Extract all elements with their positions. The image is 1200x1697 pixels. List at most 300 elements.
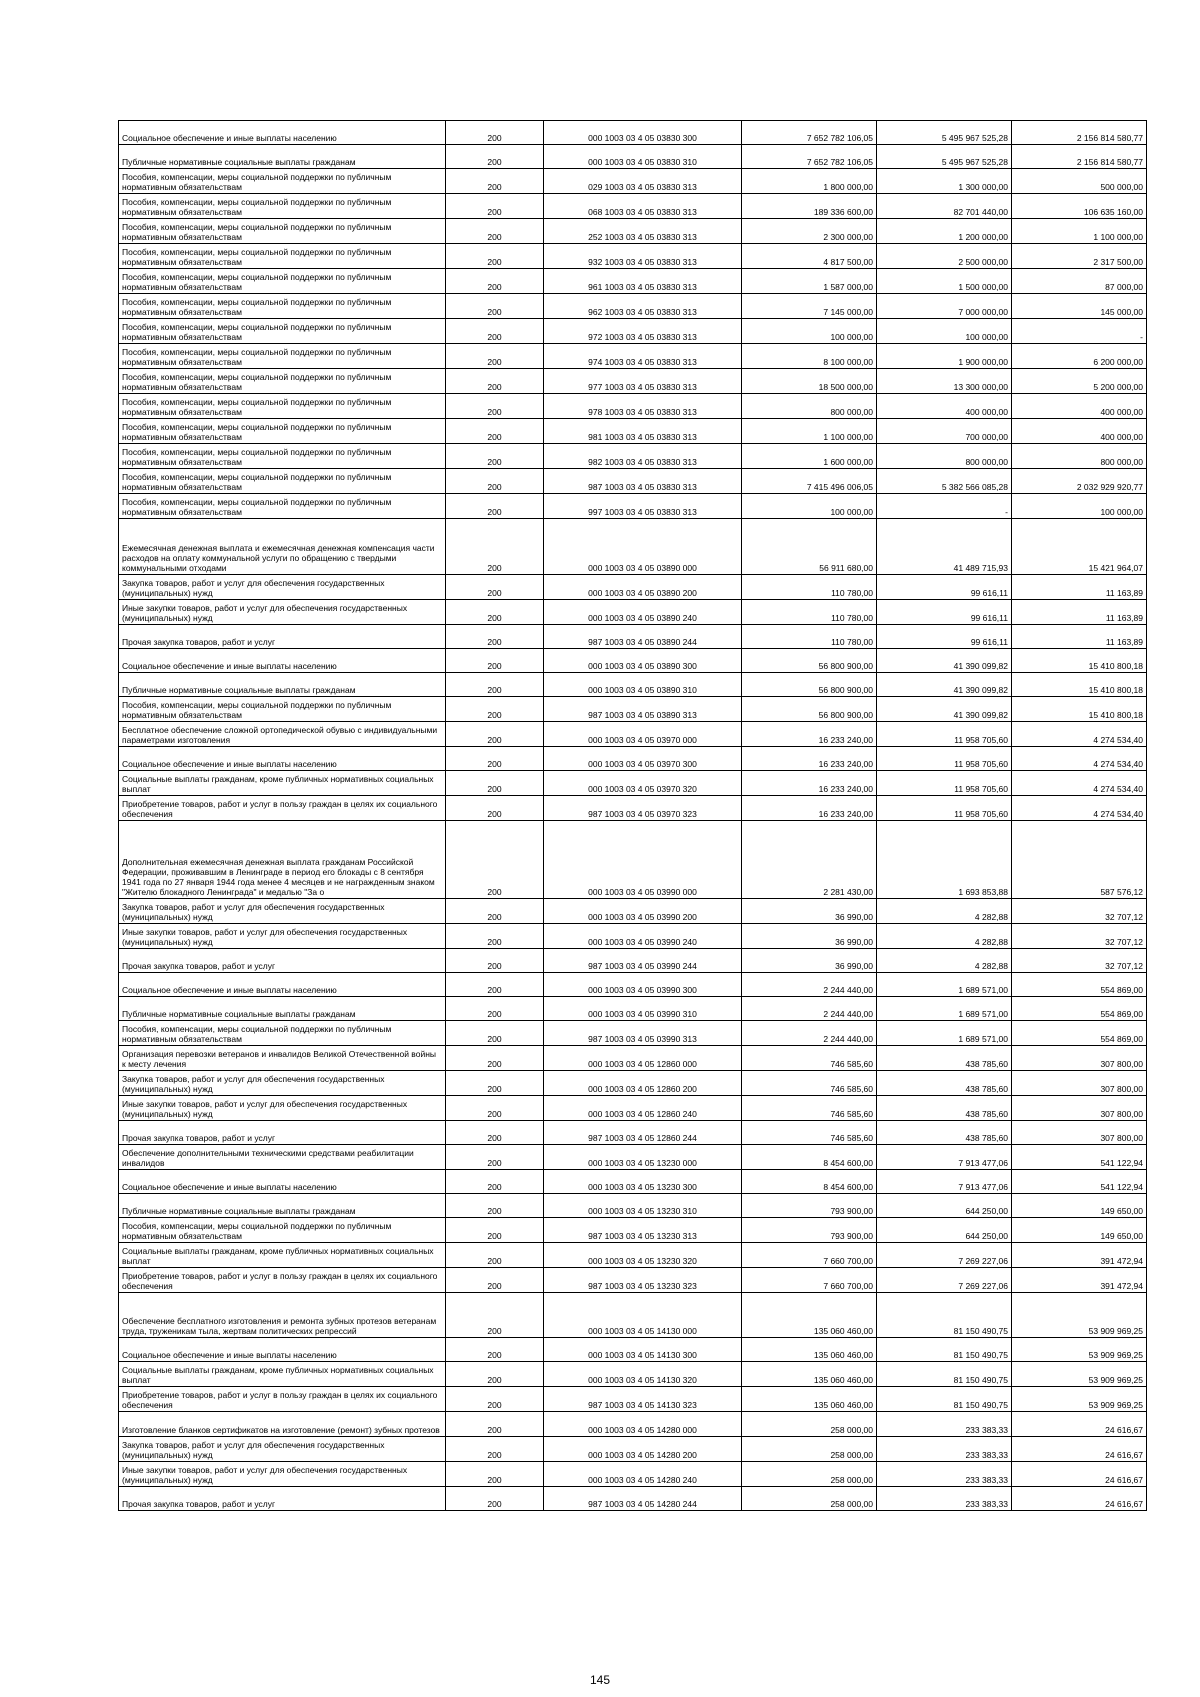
row-unexecuted-amount: 5 200 000,00	[1012, 369, 1147, 394]
row-line-code: 200	[446, 1268, 544, 1293]
row-executed-amount: 438 785,60	[877, 1046, 1012, 1071]
row-budget-code: 000 1003 03 4 05 03830 310	[544, 145, 742, 169]
row-budget-code: 981 1003 03 4 05 03830 313	[544, 419, 742, 444]
row-line-code: 200	[446, 747, 544, 771]
row-line-code: 200	[446, 169, 544, 194]
row-line-code: 200	[446, 419, 544, 444]
row-line-code: 200	[446, 1437, 544, 1462]
row-name: Пособия, компенсации, меры социальной поддержки по публичным нормативным обязательствам	[119, 1218, 446, 1243]
table-row	[119, 649, 1147, 673]
row-name: Пособия, компенсации, меры социальной поддержки по публичным нормативным обязательствам	[119, 194, 446, 219]
row-line-code: 200	[446, 1121, 544, 1145]
table-row	[119, 145, 1147, 169]
row-unexecuted-amount: 554 869,00	[1012, 973, 1147, 997]
table-row	[119, 771, 1147, 796]
row-name: Пособия, компенсации, меры социальной поддержки по публичным нормативным обязательствам	[119, 1021, 446, 1046]
row-budget-code: 987 1003 03 4 05 13230 313	[544, 1218, 742, 1243]
row-budget-code: 000 1003 03 4 05 03990 200	[544, 899, 742, 924]
row-budget-code: 972 1003 03 4 05 03830 313	[544, 319, 742, 344]
row-budget-code: 962 1003 03 4 05 03830 313	[544, 294, 742, 319]
table-row	[119, 1145, 1147, 1170]
row-executed-amount: 400 000,00	[877, 394, 1012, 419]
row-approved-amount: 258 000,00	[742, 1437, 877, 1462]
row-name: Приобретение товаров, работ и услуг в пользу граждан в целях их социального обеспечения	[119, 796, 446, 821]
row-unexecuted-amount: 1 100 000,00	[1012, 219, 1147, 244]
row-budget-code: 000 1003 03 4 05 14130 320	[544, 1362, 742, 1387]
row-name: Социальное обеспечение и иные выплаты населению	[119, 1170, 446, 1194]
row-unexecuted-amount: 15 410 800,18	[1012, 649, 1147, 673]
row-executed-amount: 11 958 705,60	[877, 771, 1012, 796]
row-approved-amount: 56 800 900,00	[742, 649, 877, 673]
row-approved-amount: 7 415 496 006,05	[742, 469, 877, 494]
row-unexecuted-amount: 400 000,00	[1012, 419, 1147, 444]
row-approved-amount: 746 585,60	[742, 1071, 877, 1096]
row-executed-amount: 5 495 967 525,28	[877, 121, 1012, 145]
row-executed-amount: 800 000,00	[877, 444, 1012, 469]
row-budget-code: 000 1003 03 4 05 13230 300	[544, 1170, 742, 1194]
row-unexecuted-amount: 500 000,00	[1012, 169, 1147, 194]
row-budget-code: 000 1003 03 4 05 03990 000	[544, 821, 742, 899]
table-row	[119, 294, 1147, 319]
row-budget-code: 000 1003 03 4 05 13230 320	[544, 1243, 742, 1268]
row-unexecuted-amount: 53 909 969,25	[1012, 1293, 1147, 1338]
row-name: Иные закупки товаров, работ и услуг для обеспечения государственных (муниципальных) нужд	[119, 924, 446, 949]
row-name: Закупка товаров, работ и услуг для обеспечения государственных (муниципальных) нужд	[119, 899, 446, 924]
row-unexecuted-amount: 53 909 969,25	[1012, 1387, 1147, 1412]
row-unexecuted-amount: 32 707,12	[1012, 949, 1147, 973]
row-line-code: 200	[446, 1362, 544, 1387]
row-budget-code: 987 1003 03 4 05 03990 313	[544, 1021, 742, 1046]
row-line-code: 200	[446, 899, 544, 924]
row-budget-code: 000 1003 03 4 05 03890 240	[544, 600, 742, 625]
row-name: Пособия, компенсации, меры социальной поддержки по публичным нормативным обязательствам	[119, 344, 446, 369]
row-unexecuted-amount: 24 616,67	[1012, 1412, 1147, 1437]
row-budget-code: 987 1003 03 4 05 03990 244	[544, 949, 742, 973]
row-name: Социальное обеспечение и иные выплаты населению	[119, 649, 446, 673]
row-line-code: 200	[446, 1462, 544, 1487]
row-budget-code: 000 1003 03 4 05 03890 310	[544, 673, 742, 697]
row-budget-code: 000 1003 03 4 05 03970 000	[544, 722, 742, 747]
row-budget-code: 000 1003 03 4 05 12860 000	[544, 1046, 742, 1071]
table-row	[119, 625, 1147, 649]
row-unexecuted-amount: 2 032 929 920,77	[1012, 469, 1147, 494]
row-approved-amount: 16 233 240,00	[742, 771, 877, 796]
row-executed-amount: 7 913 477,06	[877, 1145, 1012, 1170]
table-row	[119, 419, 1147, 444]
row-name: Изготовление бланков сертификатов на изготовление (ремонт) зубных протезов	[119, 1412, 446, 1437]
row-approved-amount: 110 780,00	[742, 625, 877, 649]
row-executed-amount: 438 785,60	[877, 1071, 1012, 1096]
row-name: Прочая закупка товаров, работ и услуг	[119, 625, 446, 649]
row-executed-amount: 82 701 440,00	[877, 194, 1012, 219]
row-executed-amount: 2 500 000,00	[877, 244, 1012, 269]
row-executed-amount: 99 616,11	[877, 625, 1012, 649]
row-budget-code: 987 1003 03 4 05 13230 323	[544, 1268, 742, 1293]
row-name: Бесплатное обеспечение сложной ортопедической обувью с индивидуальными параметрами изготовления	[119, 722, 446, 747]
row-unexecuted-amount: 11 163,89	[1012, 600, 1147, 625]
row-unexecuted-amount: 53 909 969,25	[1012, 1362, 1147, 1387]
row-executed-amount: 41 489 715,93	[877, 519, 1012, 575]
row-name: Пособия, компенсации, меры социальной поддержки по публичным нормативным обязательствам	[119, 369, 446, 394]
row-budget-code: 000 1003 03 4 05 03970 300	[544, 747, 742, 771]
row-line-code: 200	[446, 771, 544, 796]
row-line-code: 200	[446, 1487, 544, 1511]
row-line-code: 200	[446, 244, 544, 269]
row-approved-amount: 258 000,00	[742, 1412, 877, 1437]
row-unexecuted-amount: 15 421 964,07	[1012, 519, 1147, 575]
row-executed-amount: 644 250,00	[877, 1194, 1012, 1218]
table-row	[119, 219, 1147, 244]
row-executed-amount: 438 785,60	[877, 1096, 1012, 1121]
table-row	[119, 1243, 1147, 1268]
table-row	[119, 469, 1147, 494]
row-executed-amount: 41 390 099,82	[877, 697, 1012, 722]
table-row	[119, 494, 1147, 519]
table-row	[119, 1387, 1147, 1412]
row-approved-amount: 36 990,00	[742, 924, 877, 949]
row-unexecuted-amount: 2 317 500,00	[1012, 244, 1147, 269]
row-approved-amount: 8 454 600,00	[742, 1170, 877, 1194]
row-name: Социальное обеспечение и иные выплаты населению	[119, 1338, 446, 1362]
row-line-code: 200	[446, 394, 544, 419]
table-row	[119, 697, 1147, 722]
row-approved-amount: 7 652 782 106,05	[742, 145, 877, 169]
row-unexecuted-amount: 149 650,00	[1012, 1218, 1147, 1243]
row-name: Пособия, компенсации, меры социальной поддержки по публичным нормативным обязательствам	[119, 244, 446, 269]
row-name: Иные закупки товаров, работ и услуг для обеспечения государственных (муниципальных) нужд	[119, 600, 446, 625]
row-executed-amount: 1 689 571,00	[877, 1021, 1012, 1046]
row-budget-code: 000 1003 03 4 05 03990 240	[544, 924, 742, 949]
row-executed-amount: 11 958 705,60	[877, 796, 1012, 821]
row-name: Пособия, компенсации, меры социальной поддержки по публичным нормативным обязательствам	[119, 697, 446, 722]
row-budget-code: 000 1003 03 4 05 12860 240	[544, 1096, 742, 1121]
row-name: Закупка товаров, работ и услуг для обеспечения государственных (муниципальных) нужд	[119, 1437, 446, 1462]
row-approved-amount: 4 817 500,00	[742, 244, 877, 269]
table-row	[119, 169, 1147, 194]
table-row	[119, 1338, 1147, 1362]
row-budget-code: 000 1003 03 4 05 14280 200	[544, 1437, 742, 1462]
page-number: 145	[589, 1673, 611, 1687]
row-executed-amount: 11 958 705,60	[877, 722, 1012, 747]
row-unexecuted-amount: 391 472,94	[1012, 1243, 1147, 1268]
row-approved-amount: 100 000,00	[742, 319, 877, 344]
row-name: Публичные нормативные социальные выплаты гражданам	[119, 145, 446, 169]
row-approved-amount: 258 000,00	[742, 1487, 877, 1511]
table-row	[119, 1462, 1147, 1487]
row-approved-amount: 36 990,00	[742, 899, 877, 924]
row-line-code: 200	[446, 444, 544, 469]
table-row	[119, 1046, 1147, 1071]
row-line-code: 200	[446, 145, 544, 169]
row-approved-amount: 135 060 460,00	[742, 1362, 877, 1387]
row-name: Пособия, компенсации, меры социальной поддержки по публичным нормативным обязательствам	[119, 419, 446, 444]
row-budget-code: 000 1003 03 4 05 14130 000	[544, 1293, 742, 1338]
row-executed-amount: 4 282,88	[877, 924, 1012, 949]
row-name: Публичные нормативные социальные выплаты гражданам	[119, 1194, 446, 1218]
row-budget-code: 961 1003 03 4 05 03830 313	[544, 269, 742, 294]
row-budget-code: 000 1003 03 4 05 03990 300	[544, 973, 742, 997]
table-row	[119, 973, 1147, 997]
row-name: Социальное обеспечение и иные выплаты населению	[119, 121, 446, 145]
row-budget-code: 987 1003 03 4 05 03890 313	[544, 697, 742, 722]
row-executed-amount: 4 282,88	[877, 949, 1012, 973]
table-row	[119, 319, 1147, 344]
row-approved-amount: 7 660 700,00	[742, 1268, 877, 1293]
row-name: Пособия, компенсации, меры социальной поддержки по публичным нормативным обязательствам	[119, 169, 446, 194]
row-approved-amount: 2 244 440,00	[742, 973, 877, 997]
row-executed-amount: 1 689 571,00	[877, 997, 1012, 1021]
row-unexecuted-amount: 541 122,94	[1012, 1170, 1147, 1194]
row-unexecuted-amount: 800 000,00	[1012, 444, 1147, 469]
row-line-code: 200	[446, 821, 544, 899]
row-line-code: 200	[446, 469, 544, 494]
row-approved-amount: 16 233 240,00	[742, 796, 877, 821]
row-name: Обеспечение бесплатного изготовления и ремонта зубных протезов ветеранам труда, труженикам тыла, жертвам политических репрессий	[119, 1293, 446, 1338]
row-budget-code: 000 1003 03 4 05 13230 310	[544, 1194, 742, 1218]
row-name: Иные закупки товаров, работ и услуг для обеспечения государственных (муниципальных) нужд	[119, 1462, 446, 1487]
row-line-code: 200	[446, 1293, 544, 1338]
row-approved-amount: 110 780,00	[742, 575, 877, 600]
row-line-code: 200	[446, 625, 544, 649]
row-executed-amount: 233 383,33	[877, 1412, 1012, 1437]
row-executed-amount: 233 383,33	[877, 1437, 1012, 1462]
row-executed-amount: 99 616,11	[877, 575, 1012, 600]
row-line-code: 200	[446, 1021, 544, 1046]
row-approved-amount: 2 281 430,00	[742, 821, 877, 899]
row-unexecuted-amount: 15 410 800,18	[1012, 673, 1147, 697]
row-budget-code: 000 1003 03 4 05 14280 240	[544, 1462, 742, 1487]
row-executed-amount: 7 000 000,00	[877, 294, 1012, 319]
row-unexecuted-amount: 100 000,00	[1012, 494, 1147, 519]
row-approved-amount: 2 300 000,00	[742, 219, 877, 244]
row-unexecuted-amount: 149 650,00	[1012, 1194, 1147, 1218]
row-name: Обеспечение дополнительными техническими средствами реабилитации инвалидов	[119, 1145, 446, 1170]
row-line-code: 200	[446, 1387, 544, 1412]
table-row	[119, 722, 1147, 747]
row-line-code: 200	[446, 369, 544, 394]
row-unexecuted-amount: 53 909 969,25	[1012, 1338, 1147, 1362]
table-row	[119, 600, 1147, 625]
row-approved-amount: 800 000,00	[742, 394, 877, 419]
row-unexecuted-amount: 32 707,12	[1012, 924, 1147, 949]
row-line-code: 200	[446, 1096, 544, 1121]
table-body	[119, 121, 1147, 1511]
row-unexecuted-amount: 2 156 814 580,77	[1012, 145, 1147, 169]
row-name: Пособия, компенсации, меры социальной поддержки по публичным нормативным обязательствам	[119, 269, 446, 294]
row-name: Пособия, компенсации, меры социальной поддержки по публичным нормативным обязательствам	[119, 219, 446, 244]
row-approved-amount: 746 585,60	[742, 1046, 877, 1071]
row-name: Пособия, компенсации, меры социальной поддержки по публичным нормативным обязательствам	[119, 469, 446, 494]
table-row	[119, 1268, 1147, 1293]
row-approved-amount: 16 233 240,00	[742, 747, 877, 771]
table-row	[119, 1437, 1147, 1462]
row-unexecuted-amount: 554 869,00	[1012, 1021, 1147, 1046]
row-line-code: 200	[446, 1243, 544, 1268]
row-line-code: 200	[446, 219, 544, 244]
table-row	[119, 924, 1147, 949]
row-approved-amount: 18 500 000,00	[742, 369, 877, 394]
row-unexecuted-amount: 11 163,89	[1012, 625, 1147, 649]
table-row	[119, 1071, 1147, 1096]
row-name: Пособия, компенсации, меры социальной поддержки по публичным нормативным обязательствам	[119, 444, 446, 469]
table-row	[119, 1194, 1147, 1218]
row-approved-amount: 258 000,00	[742, 1462, 877, 1487]
row-line-code: 200	[446, 319, 544, 344]
table-row	[119, 194, 1147, 219]
row-line-code: 200	[446, 194, 544, 219]
row-approved-amount: 2 244 440,00	[742, 1021, 877, 1046]
row-approved-amount: 2 244 440,00	[742, 997, 877, 1021]
row-budget-code: 000 1003 03 4 05 03830 300	[544, 121, 742, 145]
row-unexecuted-amount: 4 274 534,40	[1012, 796, 1147, 821]
row-line-code: 200	[446, 697, 544, 722]
row-executed-amount: 7 269 227,06	[877, 1243, 1012, 1268]
row-line-code: 200	[446, 1194, 544, 1218]
table-row	[119, 899, 1147, 924]
row-budget-code: 987 1003 03 4 05 03830 313	[544, 469, 742, 494]
row-budget-code: 000 1003 03 4 05 03890 200	[544, 575, 742, 600]
row-approved-amount: 1 800 000,00	[742, 169, 877, 194]
row-approved-amount: 1 100 000,00	[742, 419, 877, 444]
row-unexecuted-amount: 11 163,89	[1012, 575, 1147, 600]
row-approved-amount: 36 990,00	[742, 949, 877, 973]
row-line-code: 200	[446, 1218, 544, 1243]
row-executed-amount: 644 250,00	[877, 1218, 1012, 1243]
row-budget-code: 000 1003 03 4 05 14280 000	[544, 1412, 742, 1437]
row-unexecuted-amount: 4 274 534,40	[1012, 747, 1147, 771]
row-line-code: 200	[446, 294, 544, 319]
row-name: Пособия, компенсации, меры социальной поддержки по публичным нормативным обязательствам	[119, 394, 446, 419]
row-executed-amount: 1 693 853,88	[877, 821, 1012, 899]
row-approved-amount: 7 660 700,00	[742, 1243, 877, 1268]
row-unexecuted-amount: 307 800,00	[1012, 1121, 1147, 1145]
row-approved-amount: 100 000,00	[742, 494, 877, 519]
row-name: Социальные выплаты гражданам, кроме публичных нормативных социальных выплат	[119, 771, 446, 796]
row-executed-amount: 233 383,33	[877, 1487, 1012, 1511]
row-approved-amount: 56 800 900,00	[742, 697, 877, 722]
row-executed-amount: 5 495 967 525,28	[877, 145, 1012, 169]
row-line-code: 200	[446, 1338, 544, 1362]
row-name: Прочая закупка товаров, работ и услуг	[119, 1121, 446, 1145]
table-row	[119, 1021, 1147, 1046]
row-line-code: 200	[446, 494, 544, 519]
row-budget-code: 978 1003 03 4 05 03830 313	[544, 394, 742, 419]
table-row	[119, 121, 1147, 145]
row-executed-amount: 100 000,00	[877, 319, 1012, 344]
row-unexecuted-amount: 2 156 814 580,77	[1012, 121, 1147, 145]
row-line-code: 200	[446, 575, 544, 600]
table-row	[119, 244, 1147, 269]
row-line-code: 200	[446, 1071, 544, 1096]
row-name: Ежемесячная денежная выплата и ежемесячная денежная компенсация части расходов на оплату коммунальной услуги по обращению с твердыми коммунальными отходами	[119, 519, 446, 575]
row-budget-code: 000 1003 03 4 05 03890 000	[544, 519, 742, 575]
row-approved-amount: 7 145 000,00	[742, 294, 877, 319]
row-executed-amount: 1 200 000,00	[877, 219, 1012, 244]
table-row	[119, 1362, 1147, 1387]
row-executed-amount: 81 150 490,75	[877, 1362, 1012, 1387]
row-line-code: 200	[446, 649, 544, 673]
row-budget-code: 987 1003 03 4 05 12860 244	[544, 1121, 742, 1145]
table-row	[119, 394, 1147, 419]
row-executed-amount: 13 300 000,00	[877, 369, 1012, 394]
row-executed-amount: 81 150 490,75	[877, 1387, 1012, 1412]
row-unexecuted-amount: 307 800,00	[1012, 1096, 1147, 1121]
row-unexecuted-amount: 24 616,67	[1012, 1487, 1147, 1511]
row-line-code: 200	[446, 1046, 544, 1071]
row-approved-amount: 793 900,00	[742, 1194, 877, 1218]
row-name: Организация перевозки ветеранов и инвалидов Великой Отечественной войны к месту лечения	[119, 1046, 446, 1071]
row-name: Закупка товаров, работ и услуг для обеспечения государственных (муниципальных) нужд	[119, 1071, 446, 1096]
row-budget-code: 252 1003 03 4 05 03830 313	[544, 219, 742, 244]
row-line-code: 200	[446, 344, 544, 369]
row-name: Публичные нормативные социальные выплаты гражданам	[119, 997, 446, 1021]
row-approved-amount: 110 780,00	[742, 600, 877, 625]
row-unexecuted-amount: 4 274 534,40	[1012, 771, 1147, 796]
row-executed-amount: 41 390 099,82	[877, 673, 1012, 697]
row-name: Прочая закупка товаров, работ и услуг	[119, 949, 446, 973]
row-executed-amount: 5 382 566 085,28	[877, 469, 1012, 494]
row-name: Пособия, компенсации, меры социальной поддержки по публичным нормативным обязательствам	[119, 319, 446, 344]
row-approved-amount: 135 060 460,00	[742, 1338, 877, 1362]
row-budget-code: 977 1003 03 4 05 03830 313	[544, 369, 742, 394]
row-name: Социальные выплаты гражданам, кроме публичных нормативных социальных выплат	[119, 1243, 446, 1268]
row-line-code: 200	[446, 600, 544, 625]
row-name: Социальное обеспечение и иные выплаты населению	[119, 747, 446, 771]
row-unexecuted-amount: 400 000,00	[1012, 394, 1147, 419]
table-row	[119, 997, 1147, 1021]
row-executed-amount: 4 282,88	[877, 899, 1012, 924]
row-budget-code: 932 1003 03 4 05 03830 313	[544, 244, 742, 269]
row-approved-amount: 16 233 240,00	[742, 722, 877, 747]
row-name: Приобретение товаров, работ и услуг в пользу граждан в целях их социального обеспечения	[119, 1387, 446, 1412]
table-row	[119, 796, 1147, 821]
row-approved-amount: 7 652 782 106,05	[742, 121, 877, 145]
row-unexecuted-amount: 6 200 000,00	[1012, 344, 1147, 369]
table-row	[119, 1293, 1147, 1338]
row-name: Иные закупки товаров, работ и услуг для обеспечения государственных (муниципальных) нужд	[119, 1096, 446, 1121]
row-unexecuted-amount: 307 800,00	[1012, 1071, 1147, 1096]
row-line-code: 200	[446, 924, 544, 949]
row-budget-code: 987 1003 03 4 05 14130 323	[544, 1387, 742, 1412]
row-line-code: 200	[446, 269, 544, 294]
row-line-code: 200	[446, 796, 544, 821]
row-line-code: 200	[446, 673, 544, 697]
row-budget-code: 987 1003 03 4 05 03970 323	[544, 796, 742, 821]
table-row	[119, 747, 1147, 771]
row-executed-amount: -	[877, 494, 1012, 519]
row-budget-code: 974 1003 03 4 05 03830 313	[544, 344, 742, 369]
row-unexecuted-amount: 24 616,67	[1012, 1462, 1147, 1487]
row-executed-amount: 700 000,00	[877, 419, 1012, 444]
row-approved-amount: 793 900,00	[742, 1218, 877, 1243]
row-name: Дополнительная ежемесячная денежная выплата гражданам Российской Федерации, проживавшим в Ленинграде в период его блокады с 8 сентября 1941 года по 27 января 1944 года менее 4 месяцев и не награжденным знаком "Жителю блокадного Ленинграда" и медалью "За о	[119, 821, 446, 899]
row-name: Закупка товаров, работ и услуг для обеспечения государственных (муниципальных) нужд	[119, 575, 446, 600]
row-line-code: 200	[446, 1145, 544, 1170]
row-approved-amount: 746 585,60	[742, 1096, 877, 1121]
row-executed-amount: 41 390 099,82	[877, 649, 1012, 673]
table-row	[119, 1218, 1147, 1243]
row-budget-code: 987 1003 03 4 05 03890 244	[544, 625, 742, 649]
row-unexecuted-amount: 106 635 160,00	[1012, 194, 1147, 219]
table-row	[119, 444, 1147, 469]
row-executed-amount: 99 616,11	[877, 600, 1012, 625]
row-approved-amount: 189 336 600,00	[742, 194, 877, 219]
row-unexecuted-amount: 541 122,94	[1012, 1145, 1147, 1170]
row-executed-amount: 1 689 571,00	[877, 973, 1012, 997]
row-budget-code: 982 1003 03 4 05 03830 313	[544, 444, 742, 469]
row-unexecuted-amount: 391 472,94	[1012, 1268, 1147, 1293]
row-name: Приобретение товаров, работ и услуг в пользу граждан в целях их социального обеспечения	[119, 1268, 446, 1293]
